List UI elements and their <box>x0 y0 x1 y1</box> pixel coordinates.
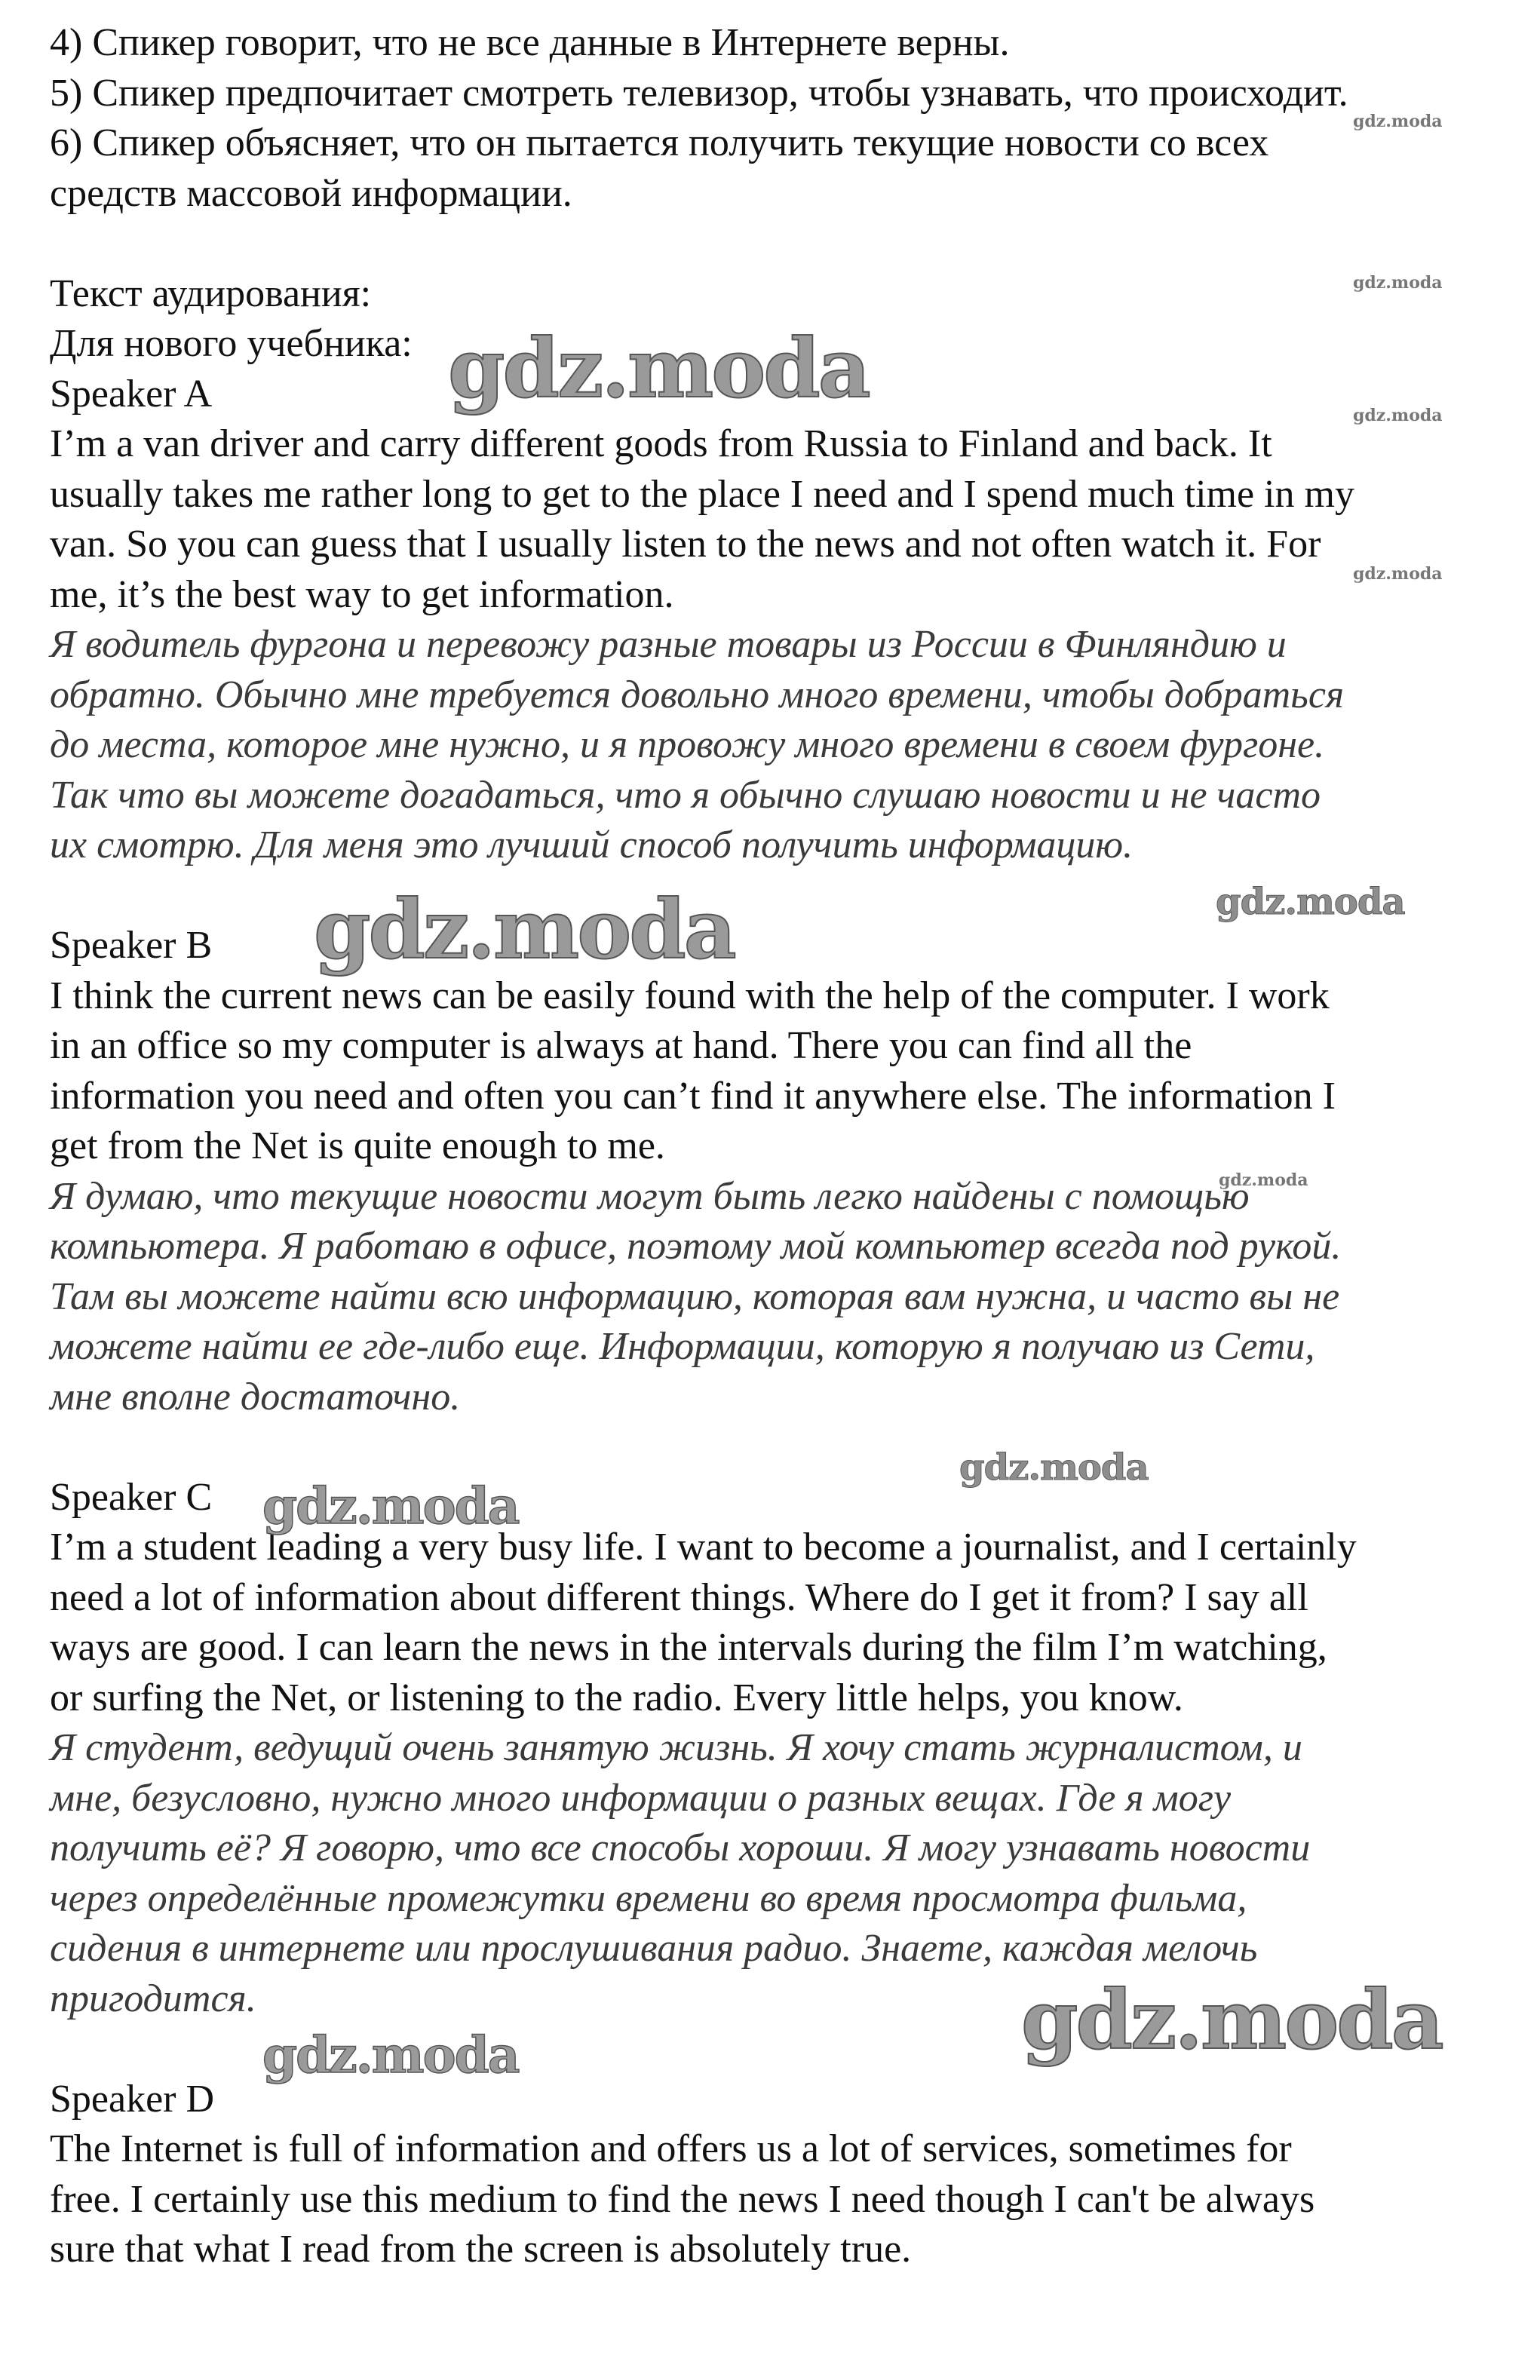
speaker-a-label: Speaker A <box>50 372 213 416</box>
speaker-c-russian-line: сидения в интернете или прослушивания радио. Знаете, каждая мелочь <box>50 1927 1258 1970</box>
speaker-b-russian-line: мне вполне достаточно. <box>50 1375 461 1418</box>
intro-line: средств массовой информации. <box>50 171 572 215</box>
spacer <box>50 2024 1513 2075</box>
speaker-c-label: Speaker C <box>50 1475 213 1519</box>
speaker-b-russian-line: Там вы можете найти всю информацию, которая вам нужна, и часто вы не <box>50 1274 1340 1318</box>
speaker-c-english-line: or surfing the Net, or listening to the radio. Every little helps, you know. <box>50 1676 1183 1719</box>
subsection-title: Для нового учебника: <box>50 322 413 365</box>
watermark: gdz.moda <box>1353 406 1443 425</box>
speaker-a-russian-line: до места, которое мне нужно, и я провожу много времени в своем фургоне. <box>50 723 1325 766</box>
speaker-c-russian-line: пригодится. <box>50 1977 256 2020</box>
intro-line: 5) Спикер предпочитает смотреть телевизор, чтобы узнавать, что происходит. <box>50 71 1348 115</box>
speaker-a-russian-line: их смотрю. Для меня это лучший способ получить информацию. <box>50 823 1134 866</box>
speaker-b-russian-line: можете найти ее где-либо еще. Информации, которую я получаю из Сети, <box>50 1325 1315 1368</box>
watermark: gdz.moda <box>448 321 869 416</box>
speaker-c-english-line: I’m a student leading a very busy life. I want to become a journalist, and I certainly <box>50 1526 1357 1569</box>
speaker-d-english-line: sure that what I read from the screen is absolutely true. <box>50 2228 912 2271</box>
watermark: gdz.moda <box>959 1446 1149 1489</box>
speaker-a-russian-line: Так что вы можете догадаться, что я обычно слушаю новости и не часто <box>50 773 1321 817</box>
speaker-b-label: Speaker B <box>50 924 213 967</box>
speaker-d-english-line: free. I certainly use this medium to find the news I need though I can't be always <box>50 2177 1315 2221</box>
speaker-b-russian-line: компьютера. Я работаю в офисе, поэтому мой компьютер всегда под рукой. <box>50 1225 1342 1268</box>
speaker-d-english-line: The Internet is full of information and offers us a lot of services, sometimes for <box>50 2127 1292 2170</box>
speaker-a-english-line: I’m a van driver and carry different goods from Russia to Finland and back. It <box>50 422 1272 465</box>
speaker-b-english-line: I think the current news can be easily found with the help of the computer. I work <box>50 974 1330 1017</box>
speaker-b-english-line: in an office so my computer is always at hand. There you can find all the <box>50 1024 1192 1067</box>
speaker-c-russian-line: мне, безусловно, нужно много информации о разных вещах. Где я могу <box>50 1776 1232 1820</box>
watermark: gdz.moda <box>262 1477 519 1535</box>
spacer <box>50 1422 1513 1473</box>
speaker-a-russian-line: обратно. Обычно мне требуется довольно много времени, чтобы добраться <box>50 673 1345 716</box>
watermark: gdz.moda <box>1353 273 1443 293</box>
spacer <box>50 219 1513 269</box>
speaker-a-english-line: van. So you can guess that I usually listen to the news and not often watch it. For <box>50 523 1321 566</box>
speaker-b-english-line: information you need and often you can’t find it anywhere else. The information I <box>50 1074 1336 1118</box>
intro-line: 4) Спикер говорит, что не все данные в Интернете верны. <box>50 21 1010 64</box>
watermark: gdz.moda <box>1353 564 1443 584</box>
speaker-c-russian-line: через определённые промежутки времени во время просмотра фильма, <box>50 1876 1247 1920</box>
intro-line: 6) Спикер объясняет, что он пытается получить текущие новости со всех <box>50 121 1269 164</box>
document-page <box>50 18 1513 2275</box>
speaker-b-russian-line: Я думаю, что текущие новости могут быть легко найдены с помощью <box>50 1174 1250 1218</box>
speaker-c-english-line: ways are good. I can learn the news in the intervals during the film I’m watching, <box>50 1626 1327 1669</box>
watermark: gdz.moda <box>1353 112 1443 131</box>
watermark: gdz.moda <box>1219 1170 1308 1190</box>
speaker-b-english-line: get from the Net is quite enough to me. <box>50 1124 665 1167</box>
watermark: gdz.moda <box>314 882 735 977</box>
speaker-c-russian-line: получить её? Я говорю, что все способы хороши. Я могу узнавать новости <box>50 1826 1311 1869</box>
speaker-c-russian-line: Я студент, ведущий очень занятую жизнь. Я хочу стать журналистом, и <box>50 1726 1302 1769</box>
watermark: gdz.moda <box>1216 881 1405 923</box>
speaker-d-label: Speaker D <box>50 2077 215 2121</box>
watermark: gdz.moda <box>1021 1973 1442 2068</box>
watermark: gdz.moda <box>262 2026 519 2084</box>
speaker-a-english-line: usually takes me rather long to get to the place I need and I spend much time in my <box>50 472 1354 516</box>
speaker-a-english-line: me, it’s the best way to get information. <box>50 572 674 616</box>
speaker-c-english-line: need a lot of information about different things. Where do I get it from? I say all <box>50 1575 1308 1619</box>
speaker-a-russian-line: Я водитель фургона и перевожу разные товары из России в Финляндию и <box>50 623 1287 666</box>
section-title: Текст аудирования: <box>50 271 372 315</box>
spacer <box>50 871 1513 922</box>
